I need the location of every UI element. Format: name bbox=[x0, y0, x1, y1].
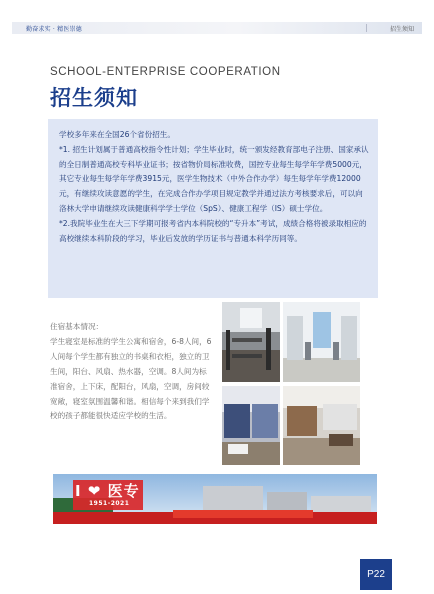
campus-banner-photo bbox=[53, 474, 377, 524]
housing-section bbox=[50, 320, 212, 424]
banner-slogan: I ❤ 医专 bbox=[75, 482, 140, 500]
section-subtitle-en: SCHOOL-ENTERPRISE COOPERATION bbox=[50, 66, 281, 78]
admission-info-box bbox=[48, 119, 378, 298]
housing-title: 住宿基本情况： bbox=[50, 322, 104, 331]
dorm-room-photo-4 bbox=[283, 386, 360, 465]
admission-paragraph-2: *1. 招生计划属于普通高校指令性计划；学生毕业时，统一颁发经教育部电子注册、国家承认的全日制普通高校专科毕业证书；按省物价局标准收费，国控专业每生每学年学费5000元，其它专业每生每学年学费3915元，医学生物技术（中外合作办学）每生每学年学费12000元，有继续攻读意愿的学生，在完成合作办学项目规定教学并通过法方考核要求后，可以向洛林大学申请继续攻读健康科学学士学位（SpS）、健康工程学（IS）硕士学位。 bbox=[59, 144, 369, 213]
housing-body: 学生寝室是标准的学生公寓和宿舍，6-8人间，6人间每个学生都有独立的书桌和衣柜，独立的卫生间，阳台、风扇、热水器，空调。8人间为标准宿舍，上下床，配阳台，风扇，空调，房间较宽敞，寝室氛围温馨和谐。相信每个来到我们学校的孩子都能很快适应学校的生活。 bbox=[50, 336, 212, 421]
dorm-room-photo-2 bbox=[283, 302, 360, 382]
banner-years: 1951-2021 bbox=[89, 500, 130, 507]
admission-paragraph-1: 学校多年来在全国26个省份招生。 bbox=[59, 130, 175, 139]
header-motto: 勤奋求实 · 精医崇德 bbox=[26, 25, 82, 33]
page-number: P22 bbox=[360, 559, 392, 590]
header-section-name: 招生须知 bbox=[389, 25, 414, 33]
dorm-room-photo-3 bbox=[222, 386, 280, 465]
header-divider bbox=[366, 24, 367, 32]
admission-paragraph-3: *2.我院毕业生在大三下学期可报考省内本科院校的“专升本”考试，成绩合格将被录取相应的高校继续本科阶段的学习，毕业后发放的学历证书与普通本科学历同等。 bbox=[59, 218, 367, 243]
dorm-room-photo-1 bbox=[222, 302, 280, 382]
page-title: 招生须知 bbox=[50, 86, 138, 110]
